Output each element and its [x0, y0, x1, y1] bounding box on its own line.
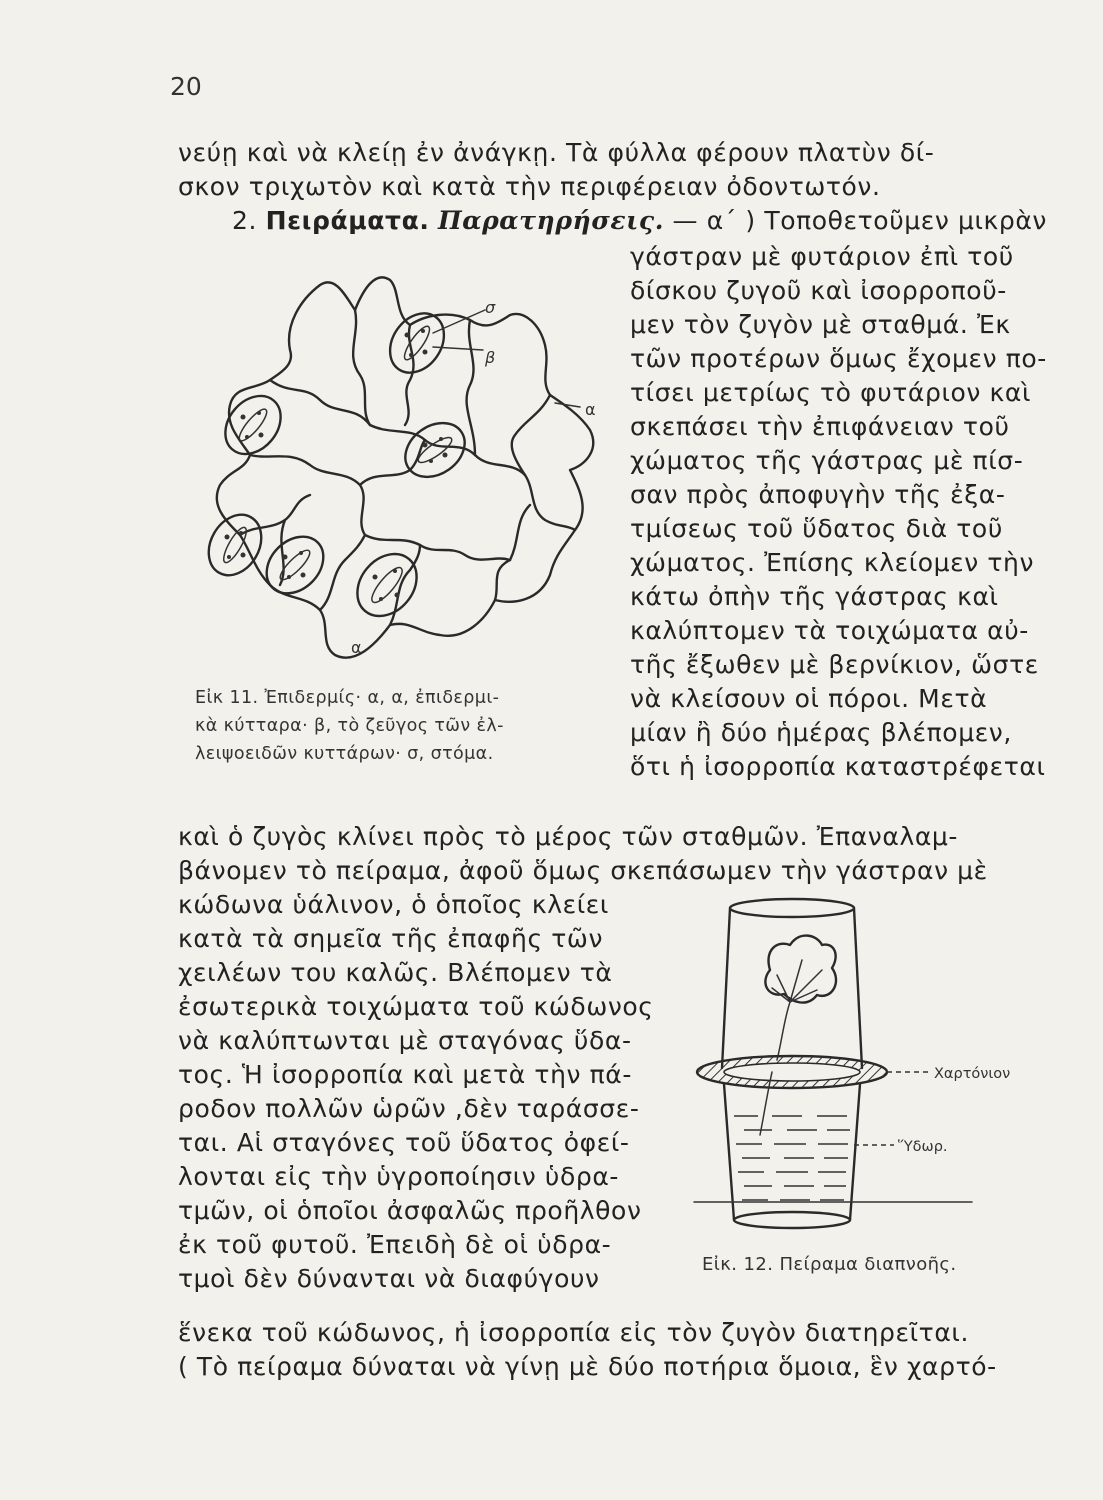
text-line: τος. Ἡ ἰσορροπία καὶ μετὰ τὴν πά-: [178, 1060, 632, 1089]
section-heading-line: [232, 206, 1047, 235]
text-line: γάστραν μὲ φυτάριον ἐπὶ τοῦ: [630, 242, 1014, 271]
text-line: ἕνεκα τοῦ κώδωνος, ἡ ἰσορροπία εἰς τὸν ζυγὸν διατηρεῖται.: [178, 1318, 970, 1347]
text-line: ἐκ τοῦ φυτοῦ. Ἐπειδὴ δὲ οἱ ὑδρα-: [178, 1230, 612, 1259]
label-alpha-right: α: [585, 400, 596, 419]
text-line: ( Τὸ πείραμα δύναται νὰ γίνῃ μὲ δύο ποτήρια ὅμοια, ἓν χαρτό-: [178, 1352, 997, 1381]
section-lead: — α΄ ) Τοποθετοῦμεν μικρὰν: [672, 206, 1047, 235]
text-line: νεύῃ καὶ νὰ κλείῃ ἐν ἀνάγκῃ. Τὰ φύλλα φέρουν πλατὺν δί-: [178, 138, 935, 167]
text-line: τμίσεως τοῦ ὕδατος διὰ τοῦ: [630, 514, 1003, 543]
text-line: ὅτι ἡ ἰσορροπία καταστρέφεται: [630, 752, 1046, 781]
text-line: νὰ κλείσουν οἱ πόροι. Μετὰ: [630, 684, 988, 713]
text-line: χώματος. Ἐπίσης κλείομεν τὴν: [630, 548, 1035, 577]
text-line: κατὰ τὰ σημεῖα τῆς ἐπαφῆς τῶν: [178, 924, 604, 953]
label-carton: Χαρτόνιον: [934, 1066, 1011, 1082]
text-line: σαν πρὸς ἀποφυγὴν τῆς ἐξα-: [630, 480, 1006, 509]
section-number: 2.: [232, 206, 258, 235]
text-line: χώματος τῆς γάστρας μὲ πίσ-: [630, 446, 1024, 475]
label-sigma: σ: [485, 298, 496, 317]
text-line: ἐσωτερικὰ τοιχώματα τοῦ κώδωνος: [178, 992, 654, 1021]
text-line: δίσκου ζυγοῦ καὶ ἰσορροποῦ-: [630, 276, 1007, 305]
figure-12-bell-jar-illustration: [672, 890, 1032, 1240]
text-line: καλύπτομεν τὰ τοιχώματα αὐ-: [630, 616, 1029, 645]
text-line: βάνομεν τὸ πείραμα, ἀφοῦ ὅμως σκεπάσωμεν τὴν γάστραν μὲ: [178, 856, 988, 885]
text-line: τῆς ἔξωθεν μὲ βερνίκιον, ὥστε: [630, 650, 1039, 679]
text-line: μεν τὸν ζυγὸν μὲ σταθμά. Ἐκ: [630, 310, 1011, 339]
text-line: νὰ καλύπτωνται μὲ σταγόνας ὕδα-: [178, 1026, 632, 1055]
figure-11-caption-line: κὰ κύτταρα· β, τὸ ζεῦγος τῶν ἐλ-: [195, 716, 504, 736]
section-heading: Πειράματα.: [265, 206, 430, 235]
text-line: τίσει μετρίως τὸ φυτάριον καὶ: [630, 378, 1032, 407]
text-line: λονται εἰς τὴν ὑγροποίησιν ὑδρα-: [178, 1162, 620, 1191]
figure-11-caption-line: λειψοειδῶν κυττάρων· σ, στόμα.: [195, 744, 494, 764]
text-line: κώδωνα ὑάλινον, ὁ ὁποῖος κλείει: [178, 890, 609, 919]
text-line: τμῶν, οἱ ὁποῖοι ἀσφαλῶς προῆλθον: [178, 1196, 642, 1225]
label-water: Ὕδωρ.: [898, 1139, 948, 1155]
text-line: τῶν προτέρων ὅμως ἔχομεν πο-: [630, 344, 1047, 373]
text-line: ροδον πολλῶν ὡρῶν ,δὲν ταράσσε-: [178, 1094, 640, 1123]
text-line: τμοὶ δὲν δύνανται νὰ διαφύγουν: [178, 1264, 600, 1293]
label-beta: β: [485, 348, 496, 367]
text-line: ται. Αἱ σταγόνες τοῦ ὕδατος ὀφεί-: [178, 1128, 630, 1157]
text-line: μίαν ἢ δύο ἡμέρας βλέπομεν,: [630, 718, 1012, 747]
text-line: σκον τριχωτὸν καὶ κατὰ τὴν περιφέρειαν ὀδοντωτόν.: [178, 172, 881, 201]
text-line: χειλέων του καλῶς. Βλέπομεν τὰ: [178, 958, 613, 987]
figure-11-epidermis-illustration: [195, 255, 615, 675]
label-alpha-bottom: α: [351, 638, 362, 657]
text-line: κάτω ὀπὴν τῆς γάστρας καὶ: [630, 582, 999, 611]
section-subheading: Παρατηρήσεις.: [438, 206, 664, 235]
figure-11-caption-line: Εἰκ 11. Ἐπιδερμίς· α, α, ἐπιδερμι-: [195, 688, 500, 708]
figure-12-caption: Εἰκ. 12. Πείραμα διαπνοῆς.: [702, 1254, 957, 1275]
page-number: 20: [170, 72, 202, 101]
text-line: καὶ ὁ ζυγὸς κλίνει πρὸς τὸ μέρος τῶν σταθμῶν. Ἐπαναλαμ-: [178, 822, 959, 851]
text-line: σκεπάσει τὴν ἐπιφάνειαν τοῦ: [630, 412, 1010, 441]
